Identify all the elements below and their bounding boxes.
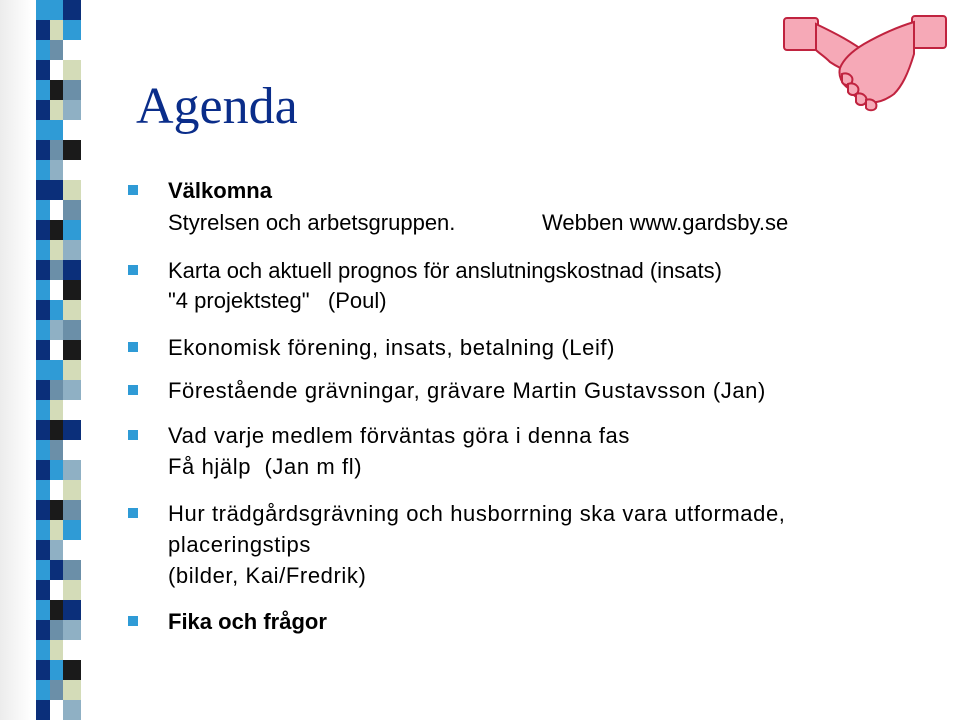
item-text: "4 projektsteg" (Poul) [168,288,387,313]
stripe-block [50,0,63,20]
stripe-block [50,600,63,620]
stripe-block [36,560,50,580]
handshake-icon [782,14,950,112]
stripe-block [50,80,63,100]
stripe-block [50,360,63,380]
stripe-block [36,640,50,660]
stripe-block [63,660,81,680]
stripe-block [36,440,50,460]
stripe-block [50,280,63,300]
stripe-block [36,580,50,600]
stripe-block [63,600,81,620]
stripe-block [50,240,63,260]
stripe-block [50,60,63,80]
stripe-block [63,0,81,20]
left-gradient-band [0,0,32,720]
stripe-block [36,100,50,120]
stripe-block [36,180,50,200]
item-text: Webben www.gardsby.se [542,210,789,235]
stripe-block [63,540,81,560]
stripe-block [50,680,63,700]
stripe-block [50,500,63,520]
stripe-block [63,200,81,220]
item-text: Vad varje medlem förväntas göra i denna fas [168,423,630,448]
item-bold-label: Välkomna [168,178,272,203]
stripe-block [36,460,50,480]
item-text: (bilder, Kai/Fredrik) [168,563,367,588]
stripe-block [50,420,63,440]
stripe-block [63,240,81,260]
stripe-block [50,480,63,500]
stripe-block [63,460,81,480]
stripe-block [50,520,63,540]
stripe-block [63,400,81,420]
stripe-block [63,80,81,100]
item-text: Karta och aktuell prognos för anslutningskostnad (insats) [168,258,722,283]
bullet-square [128,342,138,352]
stripe-block [50,620,63,640]
stripe-block [50,40,63,60]
stripe-block [63,100,81,120]
stripe-block [63,340,81,360]
stripe-block [36,520,50,540]
stripe-block [36,40,50,60]
stripe-block [63,560,81,580]
stripe-block [63,40,81,60]
stripe-block [63,180,81,200]
stripe-block [36,320,50,340]
stripe-block [36,120,50,140]
stripe-block [50,300,63,320]
bullet-square [128,385,138,395]
stripe-block [63,520,81,540]
stripe-block [50,200,63,220]
stripe-block [50,320,63,340]
left-cuff [784,18,818,50]
stripe-block [36,60,50,80]
handshake-shapes [784,16,946,110]
stripe-block [63,140,81,160]
stripe-block [36,600,50,620]
stripe-block [63,300,81,320]
bullet-square [128,616,138,626]
stripe-block [36,620,50,640]
stripe-block [63,260,81,280]
stripe-block [36,280,50,300]
stripe-block [36,240,50,260]
stripe-block [36,700,50,720]
item-text: Förestående grävningar, grävare Martin Gustavsson (Jan) [168,378,766,403]
stripe-block [36,300,50,320]
stripe-block [50,460,63,480]
stripe-block [36,680,50,700]
stripe-block [63,480,81,500]
stripe-block [36,380,50,400]
stripe-block [36,20,50,40]
stripe-block [50,540,63,560]
stripe-block [36,660,50,680]
bullet-square [128,265,138,275]
stripe-block [50,700,63,720]
stripe-block [63,580,81,600]
stripe-block [36,200,50,220]
stripe-block [36,420,50,440]
stripe-block [63,220,81,240]
stripe-block [36,260,50,280]
slide-title: Agenda [136,78,298,135]
stripe-block [50,140,63,160]
right-cuff [912,16,946,48]
stripe-block [63,20,81,40]
stripe-block [36,0,50,20]
bullet-square [128,508,138,518]
item-text: Ekonomisk förening, insats, betalning (Leif) [168,335,616,360]
item-text: placeringstips [168,532,311,557]
stripe-block [50,160,63,180]
stripe-block [50,20,63,40]
stripe-block [63,620,81,640]
stripe-block [36,480,50,500]
stripe-block [36,220,50,240]
stripe-block [63,380,81,400]
stripe-block [63,440,81,460]
stripe-block [50,120,63,140]
stripe-block [63,640,81,660]
stripe-block [36,540,50,560]
stripe-block [63,280,81,300]
stripe-block [50,100,63,120]
stripe-block [50,220,63,240]
item-text: Hur trädgårdsgrävning och husborrning ska vara utformade, [168,501,786,526]
stripe-block [50,180,63,200]
stripe-block [50,380,63,400]
stripe-block [36,340,50,360]
stripe-block [36,360,50,380]
stripe-block [36,140,50,160]
stripe-block [63,60,81,80]
item-text: Styrelsen och arbetsgruppen. [168,210,456,235]
stripe-block [50,560,63,580]
finger-4 [866,99,876,110]
stripe-block [63,320,81,340]
stripe-block [63,420,81,440]
stripe-block [36,500,50,520]
finger-3 [856,93,866,105]
stripe-block [36,160,50,180]
stripe-block [63,680,81,700]
bullet-square [128,185,138,195]
stripe-block [63,500,81,520]
stripe-block [36,400,50,420]
stripe-block [50,440,63,460]
item-text: Få hjälp (Jan m fl) [168,454,363,479]
stripe-block [63,120,81,140]
stripe-block [36,80,50,100]
stripe-block [50,260,63,280]
bullet-square [128,430,138,440]
stripe-block [63,700,81,720]
stripe-block [50,580,63,600]
item-bold-label: Fika och frågor [168,609,327,634]
stripe-block [63,160,81,180]
stripe-block [50,340,63,360]
stripe-block [63,360,81,380]
stripe-block [50,400,63,420]
stripe-block [50,660,63,680]
stripe-block [50,640,63,660]
